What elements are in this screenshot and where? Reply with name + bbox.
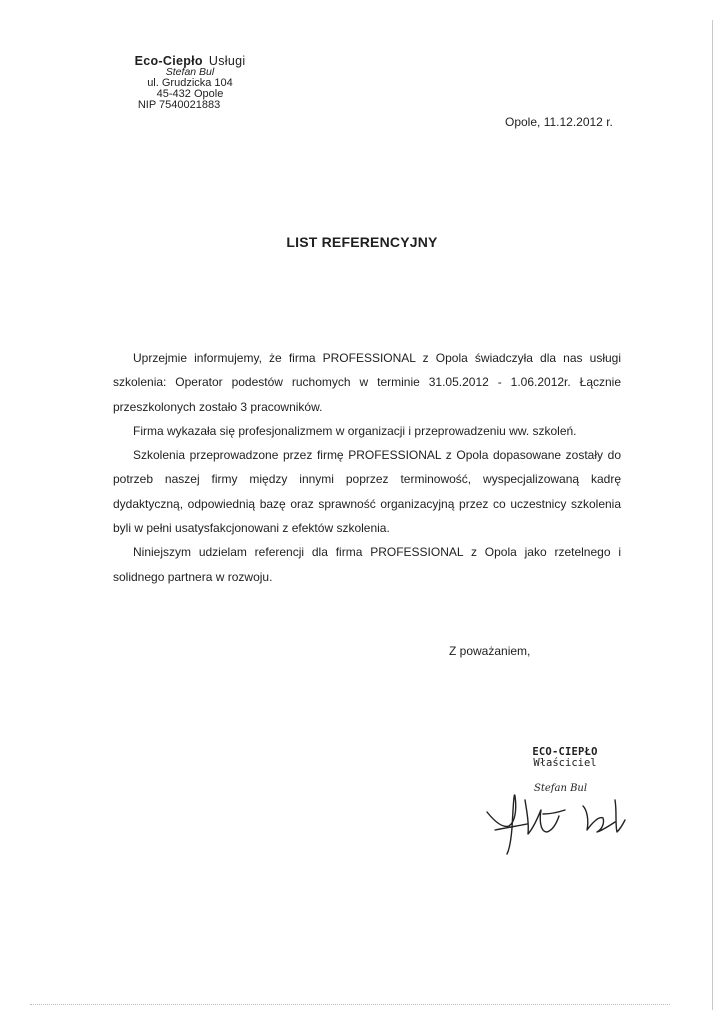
sender-company: Eco-Ciepło xyxy=(134,54,203,68)
closing-text: Z poważaniem, xyxy=(449,644,531,658)
stamp-name: Stefan Bul xyxy=(534,783,588,794)
stamp-company: ECO-CIEPŁO xyxy=(532,746,598,758)
sender-street: ul. Grudzicka 104 xyxy=(147,77,233,89)
sender-nip: NIP 7540021883 xyxy=(137,99,221,111)
body-paragraph-3: Szkolenia przeprowadzone przez firmę PROFESSIONAL z Opola dopasowane zostały do potrzeb naszej firmy między innymi poprzez terminowość, wyspecjalizowaną kadrę dydaktyczną, odpowiednią bazę oraz sprawność organizacyjną przez co uczestnicy szkolenia byli w pełni usatysfakcjonowani z efektów szkolenia. xyxy=(113,448,621,536)
sender-city: 45-432 Opole xyxy=(156,88,224,100)
sender-letterhead xyxy=(105,56,275,111)
body-paragraph-2: Firma wykazała się profesjonalizmem w organizacji i przeprowadzeniu ww. szkoleń. xyxy=(133,423,577,438)
signature-stamp xyxy=(500,746,630,794)
letter-date: Opole, 11.12.2012 r. xyxy=(505,115,613,129)
sender-company-suffix: Usługi xyxy=(208,54,246,68)
body-paragraph-1: Uprzejmie informujemy, że firma PROFESSIONAL z Opola świadczyła dla nas usługi szkolenia: Operator podestów ruchomych w terminie 31.05.2012 - 1.06.2012r. Łącznie przeszkolonych zostało 3 pracowników. xyxy=(113,351,621,414)
handwritten-signature xyxy=(465,770,635,860)
stamp-role: Właściciel xyxy=(533,757,597,769)
bottom-scan-line xyxy=(30,1004,670,1005)
letter-body xyxy=(113,346,621,589)
letter-title: LIST REFERENCYJNY xyxy=(286,234,438,250)
sender-person: Stefan Bul xyxy=(165,66,215,78)
body-paragraph-4: Niniejszym udzielam referencji dla firma PROFESSIONAL z Opola jako rzetelnego i solidnego partnera w rozwoju. xyxy=(113,545,621,584)
scan-edge-line xyxy=(712,20,713,1010)
